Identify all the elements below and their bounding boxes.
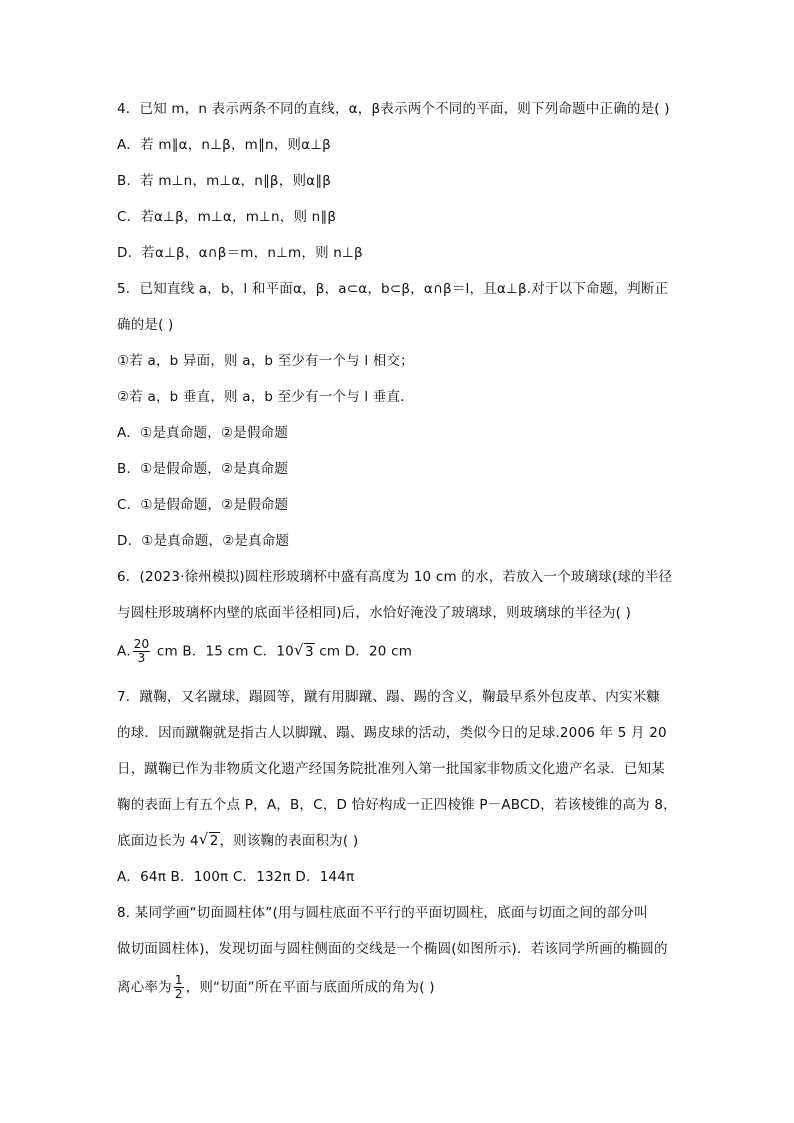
fraction-numerator: 1 [174,973,183,987]
q5-option-b: B．①是假命题，②是真命题 [117,461,289,477]
q5-proposition-2: ②若 a，b 垂直，则 a，b 至少有一个与 l 垂直． [117,389,414,405]
q6-option-a-fraction [133,638,151,665]
radicand: 2 [209,833,219,849]
q7-line5 [117,832,358,850]
q7-line3: 日，蹴鞠已作为非物质文化遗产经国务院批准列入第一批国家非物质文化遗产名录．已知某 [117,761,665,777]
q8-line3-prefix: 离心率为 [117,979,172,996]
q6-options-tail: cm D．20 cm [319,643,413,660]
q5-stem-line2: 确的是( ) [117,317,174,333]
q6-options-middle: cm B．15 cm C．10 [156,643,294,660]
q7-options: A．64π B．100π C．132π D．144π [117,869,355,885]
q4-option-c: C．若α⊥β，m⊥α，m⊥n，则 n∥β [117,209,337,225]
q4-option-a: A．若 m∥α，n⊥β，m∥n，则α⊥β [117,137,331,153]
q5-option-a: A．①是真命题，②是假命题 [117,425,289,441]
q8-line1: 8. 某同学画“切面圆柱体”(用与圆柱底面不平行的平面切圆柱，底面与切面之间的部分叫 [117,905,648,921]
q7-line1: 7．蹴鞠，又名蹴球，蹋圆等，蹴有用脚蹴、蹋、踢的含义，鞠最早系外包皮革、内实米糠 [117,689,661,705]
q8-line3-tail: ，则“切面”所在平面与底面所成的角为( ) [185,979,435,996]
q6-stem-line2: 与圆柱形玻璃杯内壁的底面半径相同)后，水恰好淹没了玻璃球，则玻璃球的半径为( ) [117,605,632,621]
q6-option-c-sqrt [294,643,315,661]
fraction-denominator: 3 [137,651,146,665]
q8-line3 [117,974,435,1001]
q7-sqrt [199,832,220,850]
q6-options [117,638,412,665]
q7-line5-prefix: 底面边长为 4 [117,833,199,849]
q5-option-c: C．①是假命题，②是假命题 [117,497,289,513]
q5-option-d: D．①是真命题，②是真命题 [117,533,290,549]
q8-line2: 做切面圆柱体)，发现切面与圆柱侧面的交线是一个椭圆(如图所示)．若该同学所画的椭圆的 [117,941,668,957]
q4-option-d: D．若α⊥β，α∩β＝m，n⊥m，则 n⊥β [117,245,363,261]
fraction-numerator: 20 [133,637,150,651]
q8-fraction [174,974,184,1001]
q5-proposition-1: ①若 a，b 异面，则 a，b 至少有一个与 l 相交； [117,353,414,369]
radicand: 3 [304,643,314,660]
q4-stem: 4．已知 m，n 表示两条不同的直线，α，β表示两个不同的平面，则下列命题中正确的是( ) [117,101,670,117]
q5-stem-line1: 5．已知直线 a，b，l 和平面α，β，a⊂α，b⊂β，α∩β＝l，且α⊥β.对于以下命题，判断正 [117,281,669,297]
q6-option-a-label: A. [117,643,131,660]
q7-line5-tail: ，则该鞠的表面积为( ) [219,833,359,849]
q4-option-b: B．若 m⊥n，m⊥α，n∥β，则α∥β [117,173,332,189]
q7-line2: 的球．因而蹴鞠就是指古人以脚蹴、蹋、踢皮球的活动，类似今日的足球.2006 年 5 月 20 [117,725,667,741]
q6-stem-line1: 6．(2023·徐州模拟)圆柱形玻璃杯中盛有高度为 10 cm 的水，若放入一个玻璃球(球的半径 [117,569,673,585]
q7-line4: 鞠的表面上有五个点 P，A，B，C，D 恰好构成一正四棱锥 P－ABCD，若该棱锥的高为 8， [117,797,677,813]
fraction-denominator: 2 [174,987,183,1001]
